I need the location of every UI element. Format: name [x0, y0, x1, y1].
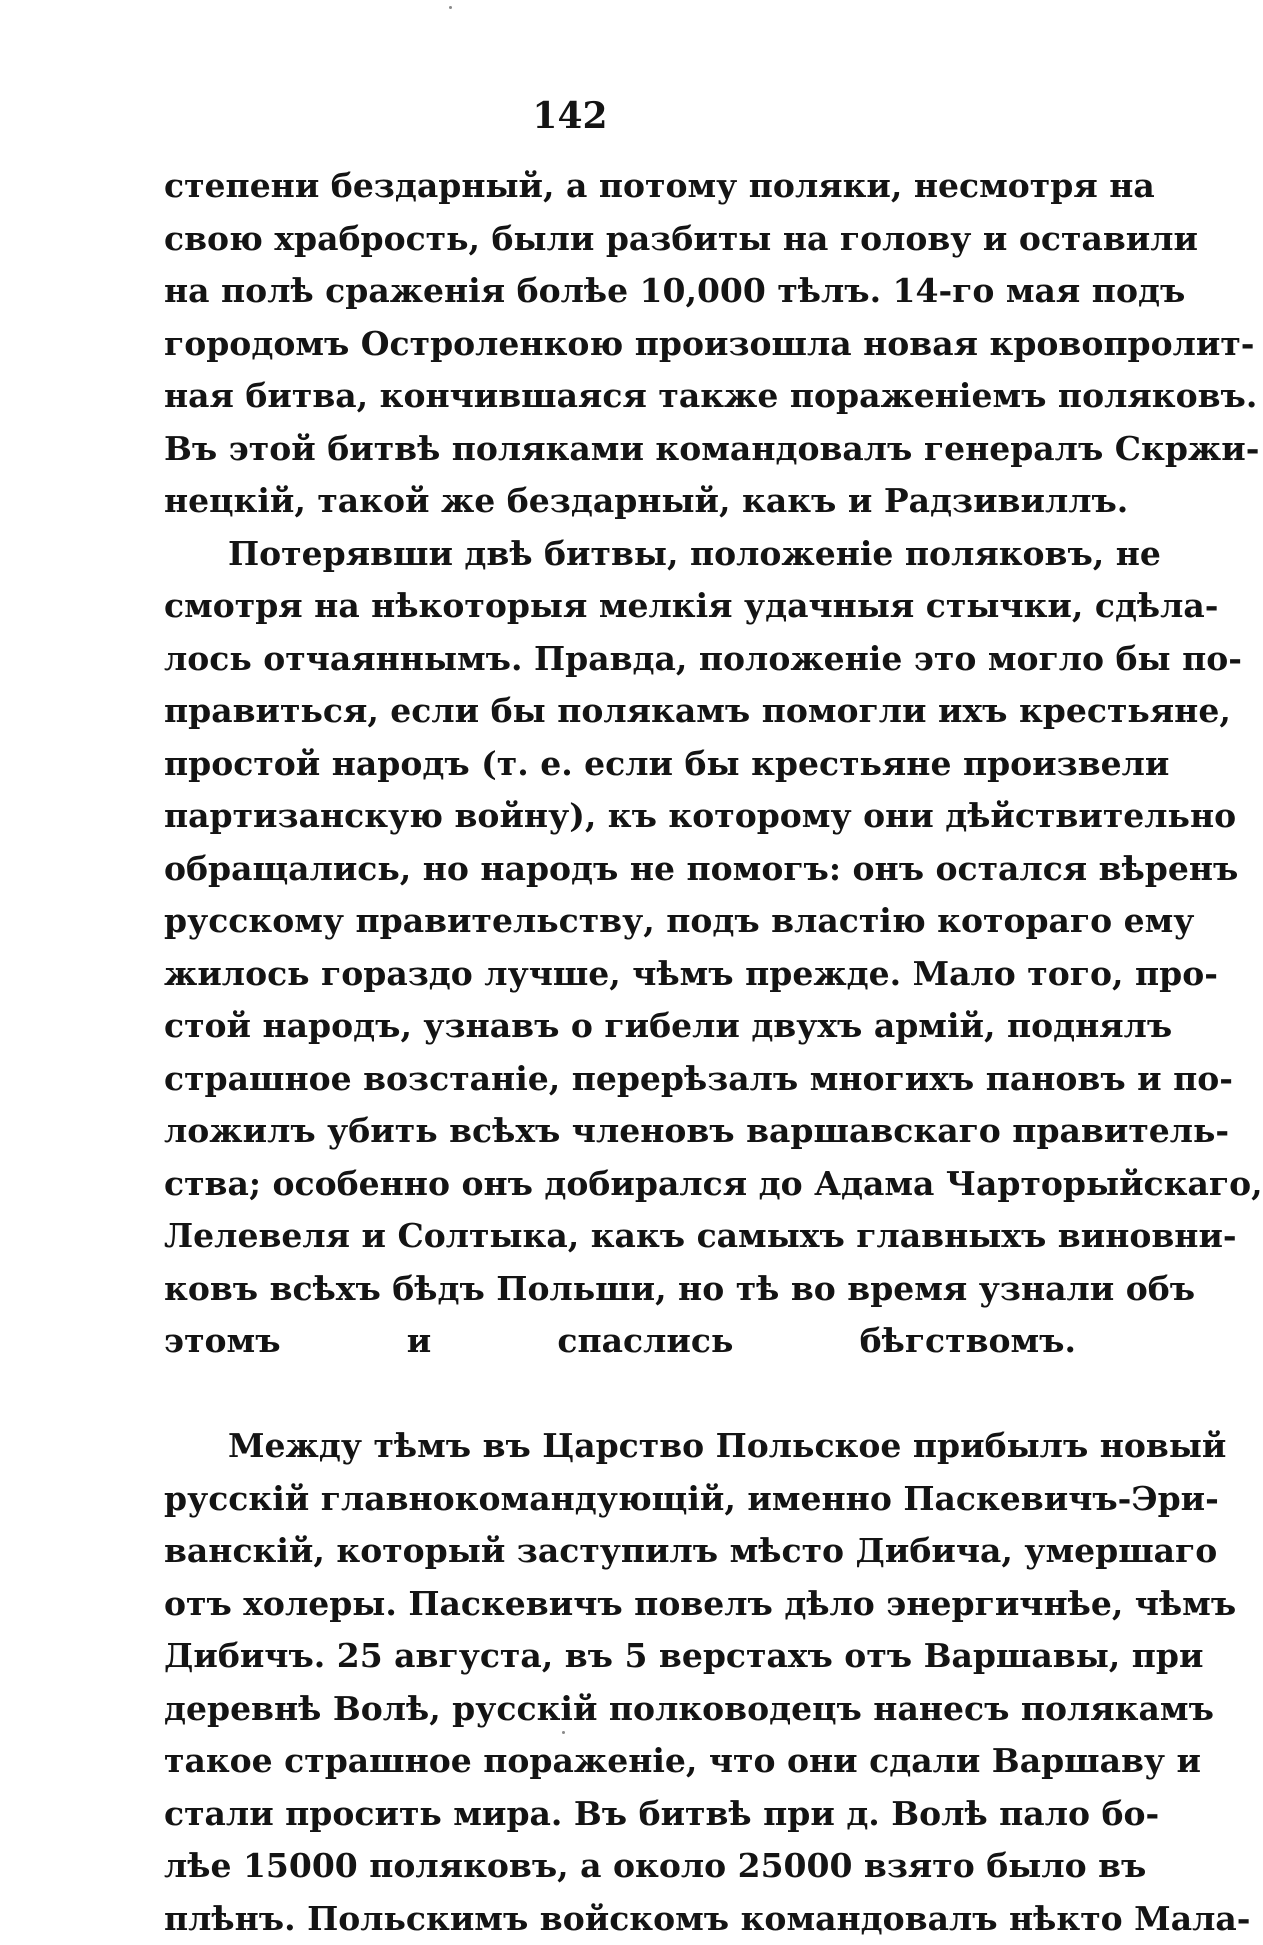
text-line: правиться, если бы полякамъ помогли ихъ крестьяне, [164, 685, 1076, 738]
page-number: 142 [0, 88, 1140, 144]
text-line: на полѣ сраженія болѣе 10,000 тѣлъ. 14-го мая подъ [164, 265, 1076, 318]
text-line: ства; особенно онъ добирался до Адама Чарторыйскаго, [164, 1158, 1076, 1211]
text-line: ванскій, который заступилъ мѣсто Дибича, умершаго [164, 1525, 1076, 1578]
text-line: ная битва, кончившаяся также пораженіемъ поляковъ. [164, 370, 1076, 423]
paragraph [164, 528, 1076, 1421]
text-line: ковъ всѣхъ бѣдъ Польши, но тѣ во время узнали объ [164, 1263, 1076, 1316]
text-line: партизанскую войну), къ которому они дѣйствительно [164, 790, 1076, 843]
text-line: деревнѣ Волѣ, русскій полководецъ нанесъ полякамъ [164, 1683, 1076, 1736]
text-line: простой народъ (т. е. если бы крестьяне произвели [164, 738, 1076, 791]
scan-speck [562, 1731, 565, 1734]
text-line: русскій главнокомандующій, именно Паскевичъ-Эри- [164, 1473, 1076, 1526]
text-line: Въ этой битвѣ поляками командовалъ генералъ Скржи- [164, 423, 1076, 476]
text-line: городомъ Остроленкою произошла новая кровопролит- [164, 318, 1076, 371]
text-line: Лелевеля и Солтыка, какъ самыхъ главныхъ виновни- [164, 1210, 1076, 1263]
text-line: лось отчаяннымъ. Правда, положеніе это могло бы по- [164, 633, 1076, 686]
text-line: обращались, но народъ не помогъ: онъ остался вѣренъ [164, 843, 1076, 896]
text-line: жилось гораздо лучше, чѣмъ прежде. Мало того, про- [164, 948, 1076, 1001]
text-line: отъ холеры. Паскевичъ повелъ дѣло энергичнѣе, чѣмъ [164, 1578, 1076, 1631]
text-line: такое страшное пораженіе, что они сдали Варшаву и [164, 1735, 1076, 1788]
text-line: этомъ и спаслись бѣгствомъ. [164, 1315, 1076, 1368]
text-line: плѣнъ. Польскимъ войскомъ командовалъ нѣкто Мала- [164, 1893, 1076, 1945]
paragraph [164, 160, 1076, 528]
text-line: Между тѣмъ въ Царство Польское прибылъ новый [164, 1420, 1076, 1473]
text-line: стали просить мира. Въ битвѣ при д. Волѣ пало бо- [164, 1788, 1076, 1841]
text-line [164, 1368, 1076, 1421]
text-line: стой народъ, узнавъ о гибели двухъ армій, поднялъ [164, 1000, 1076, 1053]
body-text [164, 160, 1076, 1945]
text-line: ложилъ убить всѣхъ членовъ варшавскаго правитель- [164, 1105, 1076, 1158]
text-line: смотря на нѣкоторыя мелкія удачныя стычки, сдѣла- [164, 580, 1076, 633]
text-line: нецкій, такой же бездарный, какъ и Радзивиллъ. [164, 475, 1076, 528]
text-line: русскому правительству, подъ властію котораго ему [164, 895, 1076, 948]
scan-speck [449, 6, 452, 9]
text-line: страшное возстаніе, перерѣзалъ многихъ пановъ и по- [164, 1053, 1076, 1106]
text-line: Потерявши двѣ битвы, положеніе поляковъ, не [164, 528, 1076, 581]
paragraph [164, 1420, 1076, 1945]
text-line: Дибичъ. 25 августа, въ 5 верстахъ отъ Варшавы, при [164, 1630, 1076, 1683]
text-line: свою храбрость, были разбиты на голову и оставили [164, 213, 1076, 266]
text-line: лѣе 15000 поляковъ, а около 25000 взято было въ [164, 1840, 1076, 1893]
text-line: степени бездарный, а потому поляки, несмотря на [164, 160, 1076, 213]
